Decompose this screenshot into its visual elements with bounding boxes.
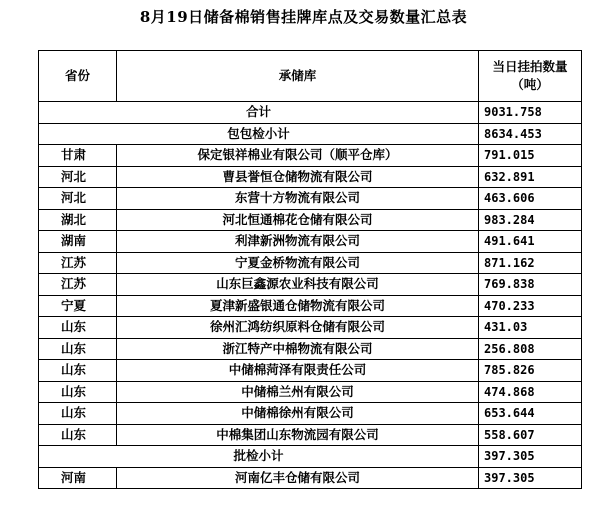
table-row [39, 274, 582, 296]
total-label: 合计 [39, 102, 479, 124]
province-cell: 湖南 [39, 231, 117, 253]
header-quantity-line2: （吨） [511, 77, 549, 92]
batch-subtotal-label: 批检小计 [39, 446, 479, 468]
province-cell: 宁夏 [39, 295, 117, 317]
quantity-cell: 871.162 [479, 252, 582, 274]
warehouse-cell: 河北恒通棉花仓储有限公司 [117, 209, 479, 231]
table-row [39, 231, 582, 253]
header-quantity [479, 51, 582, 102]
quantity-cell: 769.838 [479, 274, 582, 296]
warehouse-cell: 中储棉菏泽有限责任公司 [117, 360, 479, 382]
warehouse-cell: 保定银祥棉业有限公司（顺平仓库） [117, 145, 479, 167]
province-cell: 山东 [39, 424, 117, 446]
table-row [39, 209, 582, 231]
province-cell: 河北 [39, 188, 117, 210]
warehouse-cell: 中棉集团山东物流园有限公司 [117, 424, 479, 446]
province-cell: 河北 [39, 166, 117, 188]
table-row [39, 166, 582, 188]
warehouse-cell: 东营十方物流有限公司 [117, 188, 479, 210]
table-row [39, 424, 582, 446]
total-row [39, 102, 582, 124]
bag-subtotal-label: 包包检小计 [39, 123, 479, 145]
province-cell: 江苏 [39, 252, 117, 274]
warehouse-cell: 山东巨鑫源农业科技有限公司 [117, 274, 479, 296]
quantity-cell: 983.284 [479, 209, 582, 231]
quantity-cell: 653.644 [479, 403, 582, 425]
warehouse-cell: 中储棉兰州有限公司 [117, 381, 479, 403]
summary-table [38, 50, 582, 489]
warehouse-cell: 徐州汇鸿纺织原料仓储有限公司 [117, 317, 479, 339]
warehouse-cell: 利津新洲物流有限公司 [117, 231, 479, 253]
province-cell: 甘肃 [39, 145, 117, 167]
warehouse-cell: 河南亿丰仓储有限公司 [117, 467, 479, 489]
table-row [39, 295, 582, 317]
province-cell: 山东 [39, 360, 117, 382]
warehouse-cell: 浙江特产中棉物流有限公司 [117, 338, 479, 360]
header-row [39, 51, 582, 102]
table-row [39, 145, 582, 167]
quantity-cell: 431.03 [479, 317, 582, 339]
header-quantity-line1: 当日挂拍数量 [492, 59, 568, 74]
warehouse-cell: 中储棉徐州有限公司 [117, 403, 479, 425]
page-title: 8月19日储备棉销售挂牌库点及交易数量汇总表 [139, 8, 468, 26]
province-cell: 山东 [39, 317, 117, 339]
province-cell: 山东 [39, 338, 117, 360]
table-row [39, 381, 582, 403]
quantity-cell: 470.233 [479, 295, 582, 317]
warehouse-cell: 宁夏金桥物流有限公司 [117, 252, 479, 274]
total-value: 9031.758 [479, 102, 582, 124]
quantity-cell: 491.641 [479, 231, 582, 253]
batch-subtotal-row [39, 446, 582, 468]
quantity-cell: 474.868 [479, 381, 582, 403]
quantity-cell: 397.305 [479, 467, 582, 489]
quantity-cell: 256.808 [479, 338, 582, 360]
province-cell: 江苏 [39, 274, 117, 296]
header-warehouse: 承储库 [117, 51, 479, 102]
quantity-cell: 632.891 [479, 166, 582, 188]
bag-subtotal-row [39, 123, 582, 145]
province-cell: 山东 [39, 403, 117, 425]
province-cell: 湖北 [39, 209, 117, 231]
header-province: 省份 [39, 51, 117, 102]
batch-subtotal-value: 397.305 [479, 446, 582, 468]
table-row [39, 360, 582, 382]
table-row [39, 467, 582, 489]
table-row [39, 403, 582, 425]
table-row [39, 338, 582, 360]
quantity-cell: 558.607 [479, 424, 582, 446]
warehouse-cell: 夏津新盛银通仓储物流有限公司 [117, 295, 479, 317]
table-row [39, 317, 582, 339]
province-cell: 山东 [39, 381, 117, 403]
quantity-cell: 785.826 [479, 360, 582, 382]
warehouse-cell: 曹县誉恒仓储物流有限公司 [117, 166, 479, 188]
quantity-cell: 463.606 [479, 188, 582, 210]
bag-subtotal-value: 8634.453 [479, 123, 582, 145]
table-row [39, 252, 582, 274]
table-row [39, 188, 582, 210]
province-cell: 河南 [39, 467, 117, 489]
quantity-cell: 791.015 [479, 145, 582, 167]
